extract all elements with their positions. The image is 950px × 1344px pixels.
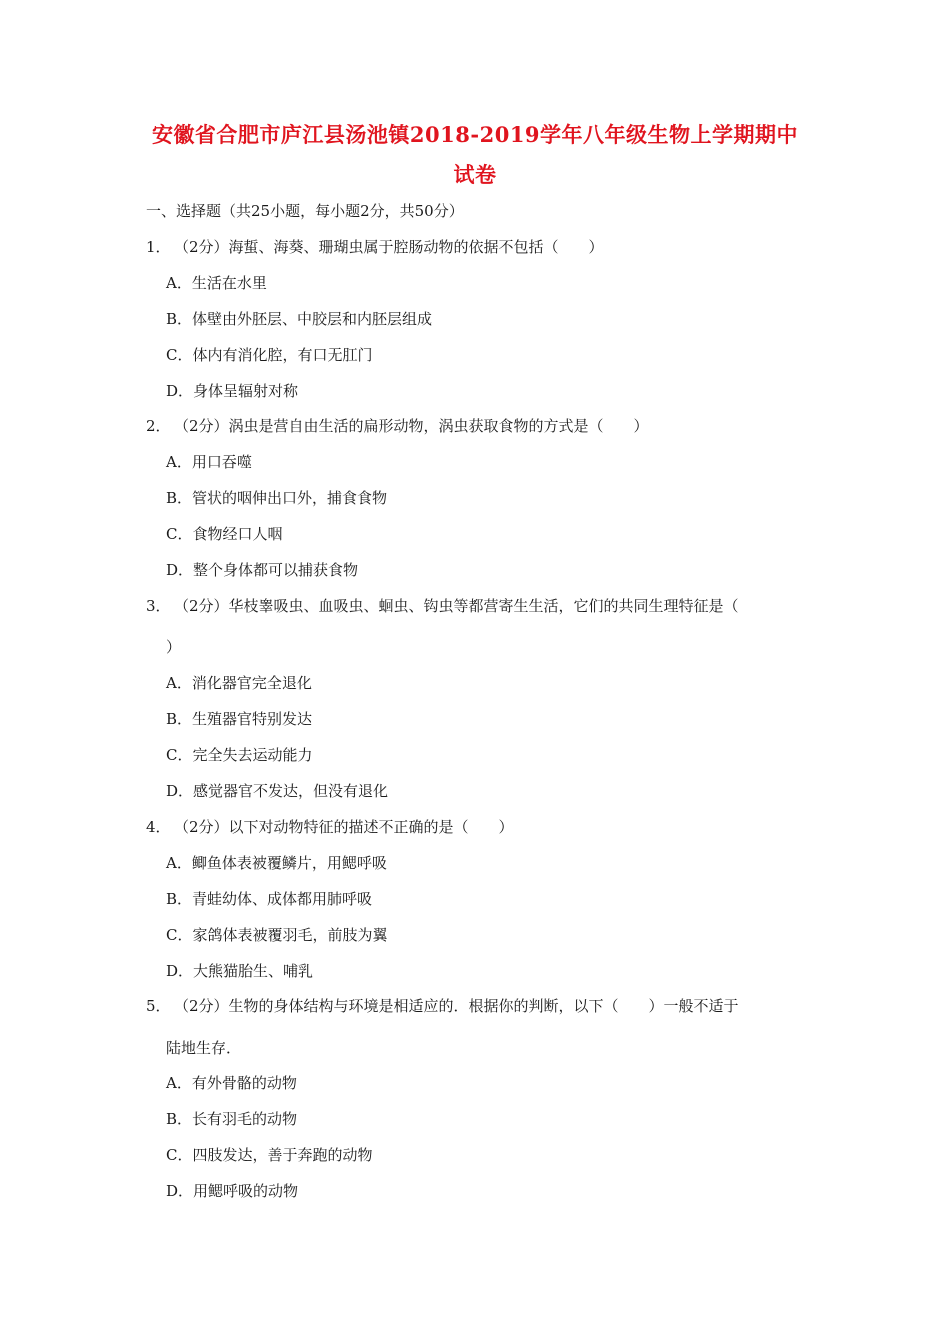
question-3 [146, 596, 739, 616]
question-5-text: （2分）生物的身体结构与环境是相适应的．根据你的判断，以下（ ）一般不适于 [174, 997, 739, 1015]
question-3-number: 3． [146, 597, 171, 615]
question-1-option-b: B．体壁由外胚层、中胶层和内胚层组成 [166, 310, 433, 328]
question-4-option-a: A．鲫鱼体表被覆鳞片，用鳃呼吸 [166, 854, 387, 872]
question-4-text: （2分）以下对动物特征的描述不正确的是（ ） [174, 818, 514, 836]
question-2-option-d: D．整个身体都可以捕获食物 [166, 561, 359, 579]
question-2-option-b: B．管状的咽伸出口外，捕食食物 [166, 489, 388, 507]
question-1-option-d: D．身体呈辐射对称 [166, 382, 299, 400]
question-1-number: 1． [146, 238, 171, 256]
question-5-option-d: D．用鳃呼吸的动物 [166, 1182, 299, 1200]
exam-title-line-1: 安徽省合肥市庐江县汤池镇2018-2019学年八年级生物上学期期中 [151, 122, 799, 147]
question-5-option-b: B．长有羽毛的动物 [166, 1110, 298, 1128]
question-2-number: 2． [146, 417, 171, 435]
section-heading: 一、选择题（共25小题，每小题2分，共50分） [146, 202, 464, 220]
question-1-text: （2分）海蜇、海葵、珊瑚虫属于腔肠动物的依据不包括（ ） [174, 238, 604, 256]
question-2-text: （2分）涡虫是营自由生活的扁形动物，涡虫获取食物的方式是（ ） [174, 417, 649, 435]
question-1-option-a: A．生活在水里 [166, 274, 267, 292]
question-3-continuation: ） [166, 638, 182, 656]
question-4 [146, 817, 514, 837]
question-5-number: 5． [146, 997, 171, 1015]
question-5-continuation: 陆地生存． [166, 1039, 242, 1057]
question-1-option-c: C．体内有消化腔，有口无肛门 [166, 346, 373, 364]
question-4-option-b: B．青蛙幼体、成体都用肺呼吸 [166, 890, 373, 908]
exam-title-line-2: 试卷 [453, 162, 497, 187]
question-3-option-c: C．完全失去运动能力 [166, 746, 313, 764]
question-2 [146, 416, 649, 436]
question-2-option-c: C．食物经口人咽 [166, 525, 283, 543]
question-4-option-d: D．大熊猫胎生、哺乳 [166, 962, 314, 980]
question-3-option-d: D．感觉器官不发达，但没有退化 [166, 782, 389, 800]
question-2-option-a: A．用口吞噬 [166, 453, 252, 471]
question-3-option-b: B．生殖器官特别发达 [166, 710, 313, 728]
question-3-text: （2分）华枝睾吸虫、血吸虫、蛔虫、钩虫等都营寄生生活，它们的共同生理特征是（ [174, 597, 739, 615]
question-3-option-a: A．消化器官完全退化 [166, 674, 312, 692]
question-4-option-c: C．家鸽体表被覆羽毛，前肢为翼 [166, 926, 388, 944]
question-5 [146, 996, 739, 1016]
question-5-option-a: A．有外骨骼的动物 [166, 1074, 297, 1092]
question-5-option-c: C．四肢发达，善于奔跑的动物 [166, 1146, 373, 1164]
question-1 [146, 237, 604, 257]
question-4-number: 4． [146, 818, 171, 836]
